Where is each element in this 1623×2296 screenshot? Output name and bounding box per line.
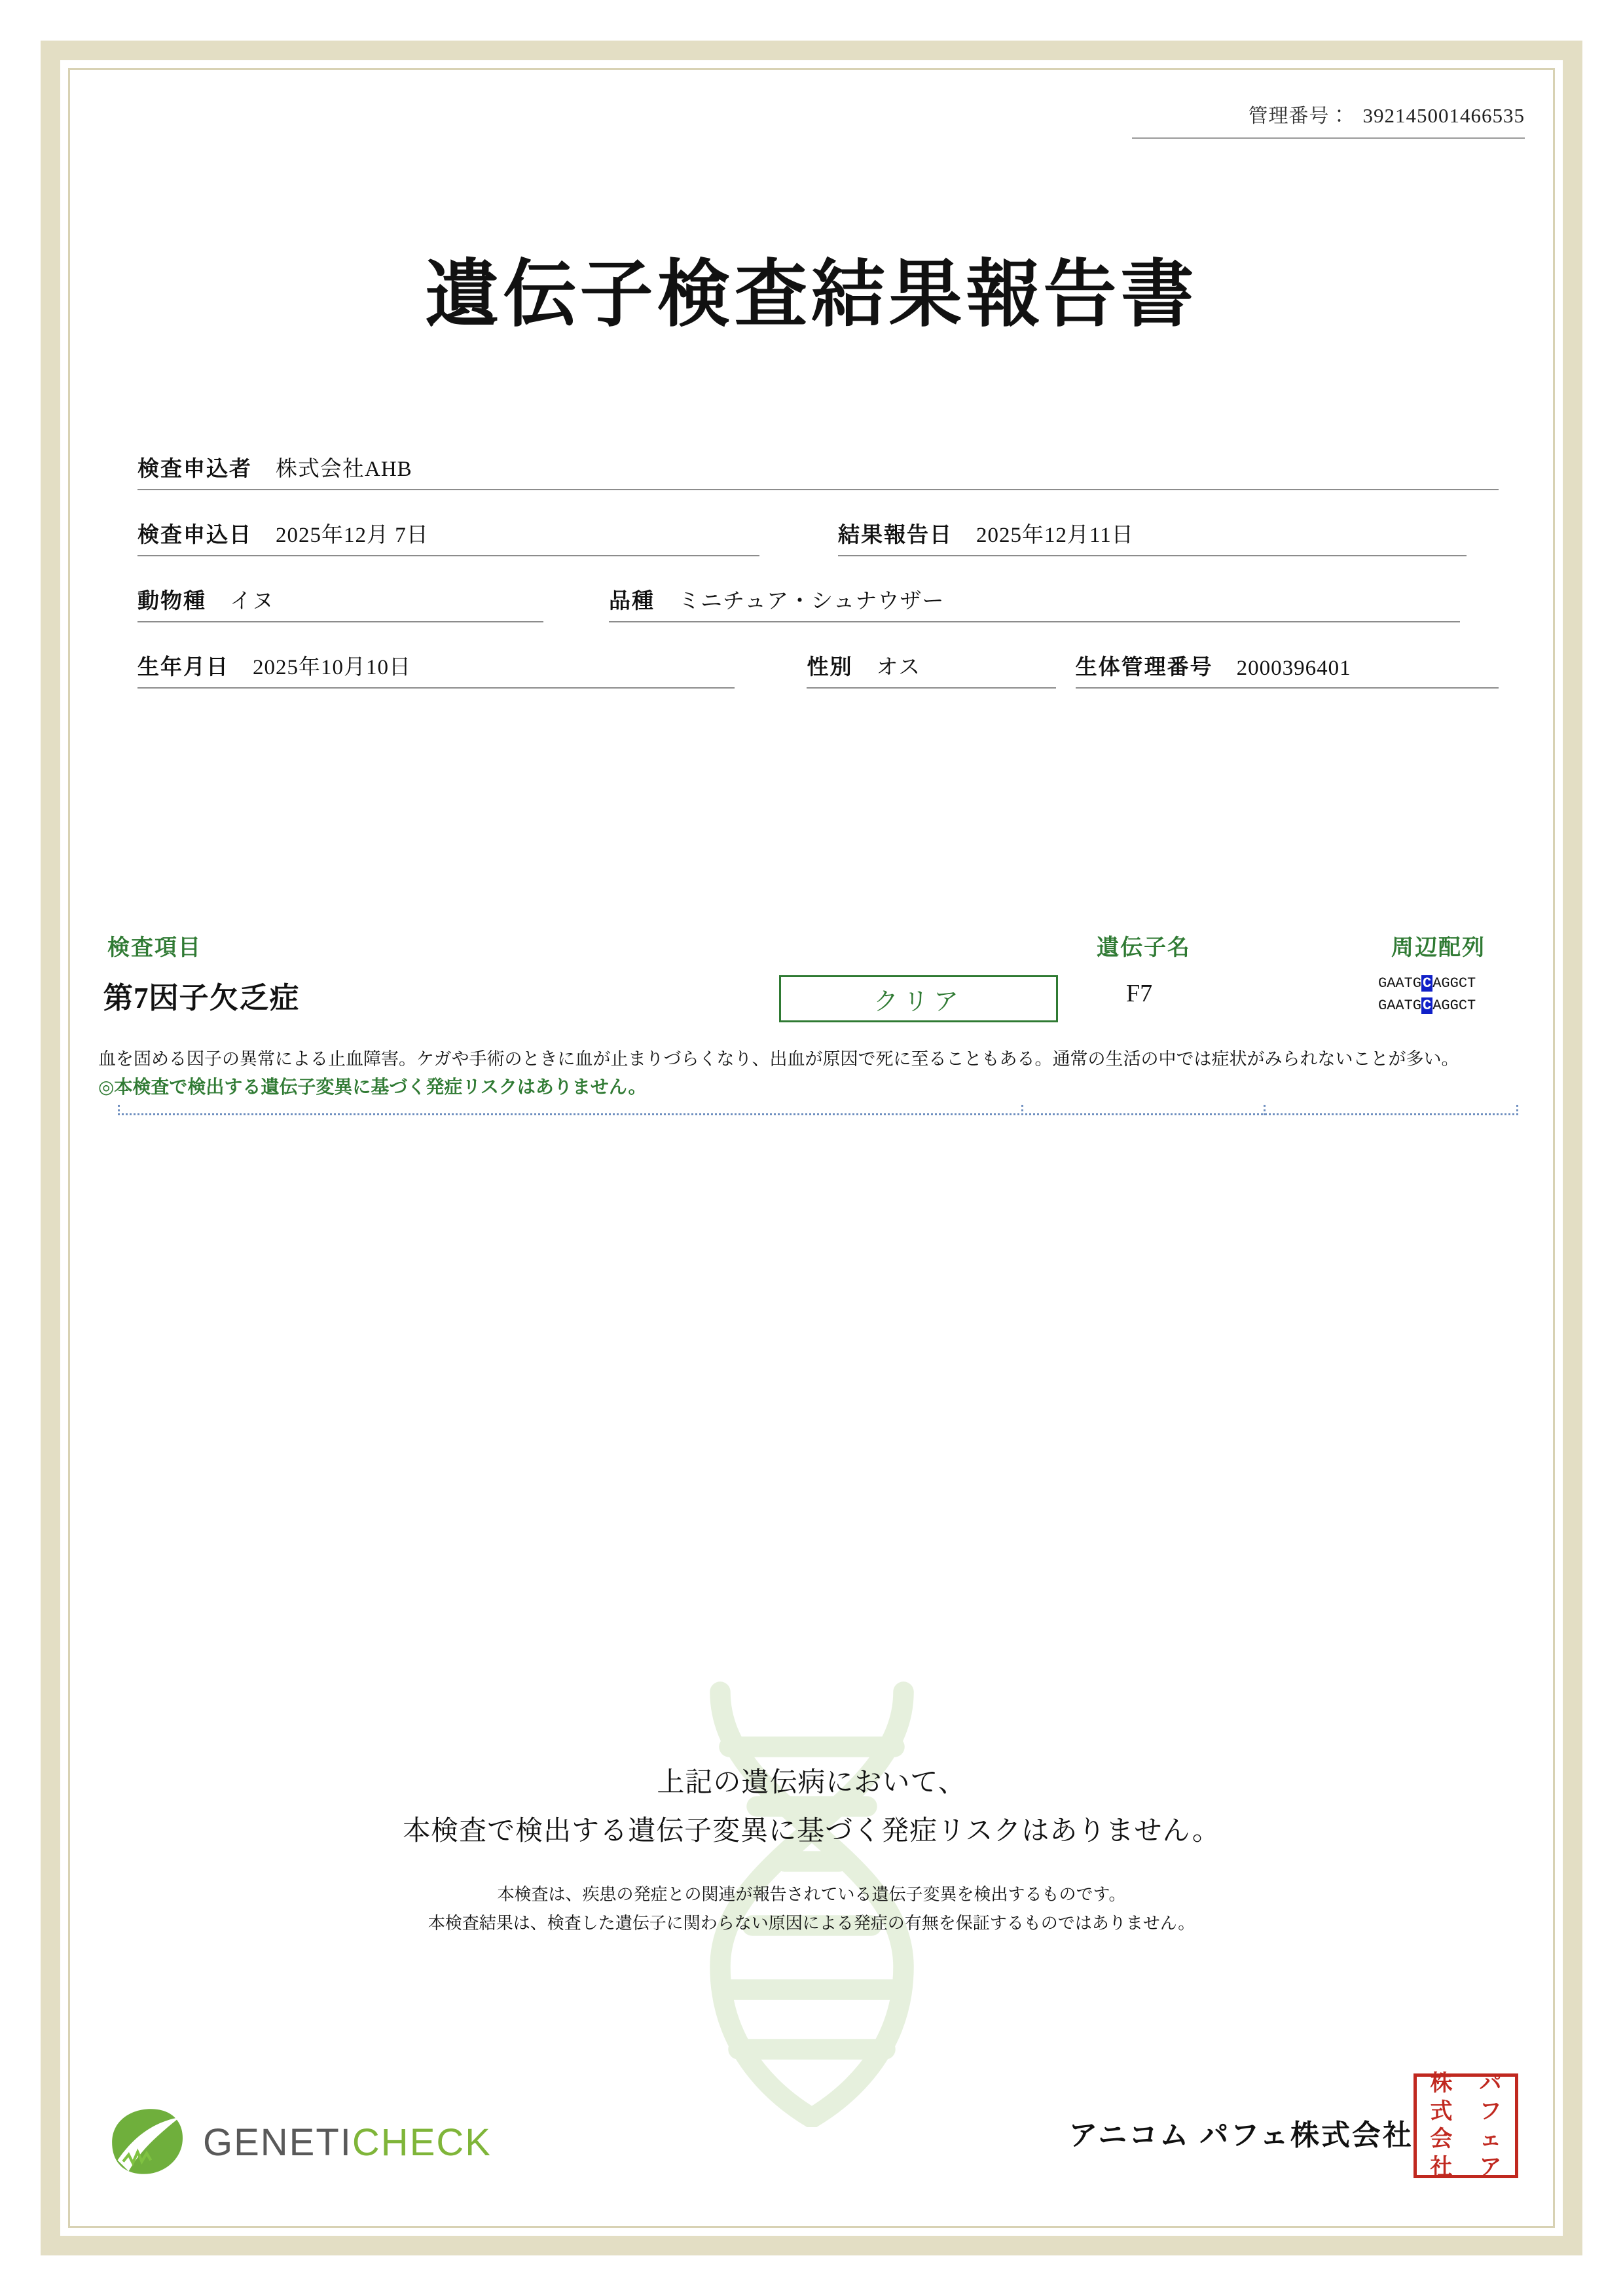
summary-disclaimer-line-1: 本検査は、疾患の発症との関連が報告されている遺伝子変異を検出するものです。 [497, 1884, 1126, 1904]
control-number [1132, 99, 1525, 139]
summary-block [98, 1761, 1525, 1937]
field-birthdate [137, 650, 735, 689]
table-row [98, 965, 1525, 1043]
sequence-suffix-2: AGGCT [1432, 997, 1476, 1014]
sequence-line-2 [1378, 995, 1476, 1017]
disease-risk-note: ◎本検査で検出する遺伝子変異に基づく発症リスクはありません。 [98, 1076, 647, 1097]
sequence-suffix-1: AGGCT [1432, 975, 1476, 992]
summary-disclaimer-line-2: 本検査結果は、検査した遺伝子に関わらない原因による発症の有無を保証するものではありません。 [428, 1913, 1195, 1933]
page-title: 遺伝子検査結果報告書 [425, 255, 1198, 336]
divider-tick-end [1516, 1105, 1518, 1115]
logo-wordmark-green: CHECK [352, 2121, 492, 2164]
row-divider [118, 1113, 1518, 1115]
field-apply-date [137, 518, 759, 556]
column-header-item: 検査項目 [107, 936, 202, 960]
logo-wordmark-dark: GENETI [203, 2121, 352, 2164]
summary-disclaimer [98, 1880, 1525, 1937]
logo-wordmark [203, 2121, 492, 2164]
field-management-number-label: 生体管理番号 [1075, 656, 1213, 679]
field-apply-date-label: 検査申込日 [137, 524, 252, 547]
field-breed [609, 584, 1460, 622]
field-report-date [838, 518, 1467, 556]
field-sex-label: 性別 [807, 656, 853, 679]
field-applicant-label: 検査申込者 [137, 457, 252, 481]
seal-char-3: フ [1479, 2099, 1502, 2124]
table-header [98, 929, 1525, 965]
meta-block [137, 452, 1499, 716]
seal-char-0: 株 [1430, 2072, 1453, 2096]
column-header-gene: 遺伝子名 [1097, 936, 1191, 960]
meta-row-birth [137, 650, 1499, 689]
company-name: アニコム パフェ株式会社 [1068, 2119, 1413, 2151]
sequence-prefix-2: GAATG [1378, 997, 1422, 1014]
field-species-value: イヌ [230, 590, 274, 613]
field-apply-date-value: 2025年12月 7日 [276, 524, 429, 547]
control-number-value: 392145001466535 [1362, 104, 1525, 127]
field-applicant-value: 株式会社AHB [276, 457, 412, 481]
leaf-logo-icon [105, 2106, 189, 2178]
report-content [98, 85, 1525, 2211]
summary-line-2: 本検査で検出する遺伝子変異に基づく発症リスクはありません。 [403, 1815, 1220, 1846]
footer [98, 2041, 1525, 2185]
disease-description: 血を固める因子の異常による止血障害。ケガや手術のときに血が止まりづらくなり、出血が原因で死に至ることもある。通常の生活の中では症状がみられないことが多い。 [98, 1049, 1459, 1069]
field-breed-label: 品種 [609, 590, 655, 613]
company-seal [1413, 2073, 1518, 2178]
sequence-highlight-1: C [1423, 975, 1432, 992]
result-badge-label: クリア [873, 988, 964, 1016]
field-report-date-value: 2025年12月11日 [976, 524, 1134, 547]
disease-name: 第7因子欠乏症 [103, 982, 300, 1014]
control-number-label: 管理番号： [1248, 105, 1350, 127]
field-birthdate-label: 生年月日 [137, 656, 229, 679]
seal-char-5: ェ [1479, 2127, 1502, 2151]
gene-name: F7 [1126, 980, 1153, 1007]
sequence-prefix-1: GAATG [1378, 975, 1422, 992]
sequence-line-1 [1378, 973, 1476, 995]
column-header-sequence: 周辺配列 [1391, 936, 1486, 960]
seal-char-2: 式 [1430, 2099, 1453, 2124]
field-sex [807, 650, 1055, 689]
geneticheck-logo [105, 2106, 492, 2178]
sequence-block [1378, 973, 1476, 1017]
result-badge [779, 975, 1058, 1022]
seal-char-6: 社 [1430, 2155, 1453, 2179]
sequence-highlight-2: C [1423, 997, 1432, 1014]
meta-row-dates [137, 518, 1499, 556]
field-report-date-label: 結果報告日 [838, 524, 953, 547]
meta-row-species [137, 584, 1499, 622]
seal-char-1: パ [1479, 2072, 1502, 2096]
seal-char-7: ア [1479, 2155, 1502, 2179]
field-species [137, 584, 543, 622]
meta-row-applicant [137, 452, 1499, 490]
field-breed-value: ミニチュア・シュナウザー [678, 590, 945, 613]
test-results-table [98, 929, 1525, 1115]
summary-line-1: 上記の遺伝病において、 [657, 1767, 966, 1797]
divider-tick-left [118, 1105, 120, 1115]
field-birthdate-value: 2025年10月10日 [253, 656, 411, 679]
field-management-number [1076, 650, 1499, 689]
field-applicant [137, 452, 1499, 490]
divider-tick-right [1264, 1105, 1266, 1115]
field-species-label: 動物種 [137, 590, 206, 613]
field-management-number-value: 2000396401 [1236, 656, 1351, 680]
divider-tick-mid [1021, 1105, 1023, 1115]
field-sex-value: オス [876, 656, 921, 679]
seal-char-4: 会 [1430, 2127, 1453, 2151]
